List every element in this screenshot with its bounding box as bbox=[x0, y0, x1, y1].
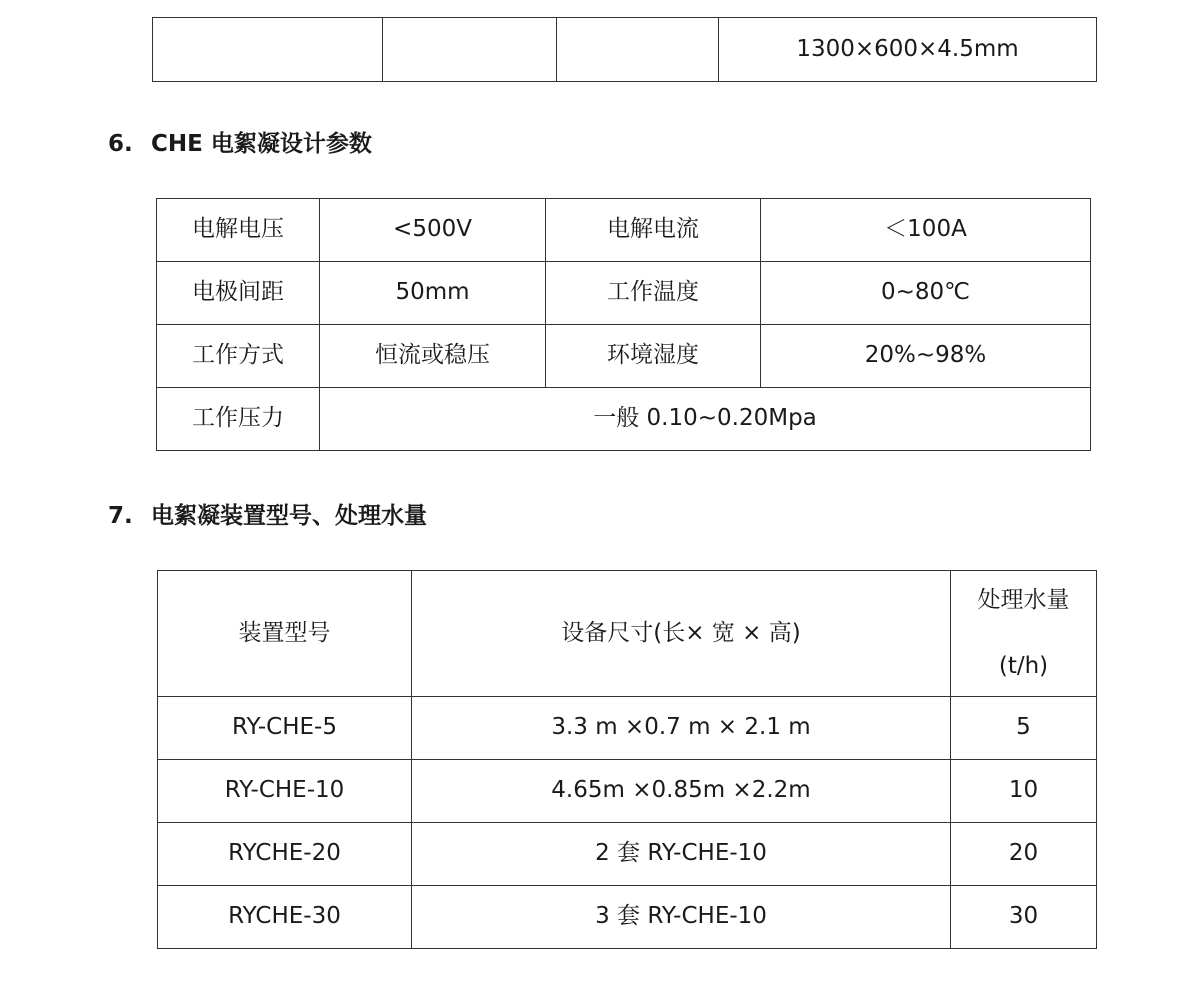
capacity-unit: (t/h) bbox=[998, 652, 1049, 679]
section-title: CHE 电絮凝设计参数 bbox=[151, 131, 372, 157]
param-label: 工作温度 bbox=[546, 262, 761, 325]
size-cell: 2 套 RY-CHE-10 bbox=[412, 823, 951, 886]
table-row bbox=[157, 199, 1091, 262]
model-cell: RYCHE-20 bbox=[158, 823, 412, 886]
column-header-capacity bbox=[951, 571, 1097, 697]
size-cell: 3 套 RY-CHE-10 bbox=[412, 886, 951, 949]
param-value: <500V bbox=[320, 199, 546, 262]
table-header-row bbox=[158, 571, 1097, 697]
section-title: 电絮凝装置型号、处理水量 bbox=[151, 503, 427, 529]
capacity-cell: 30 bbox=[951, 886, 1097, 949]
section-number: 7. bbox=[108, 503, 133, 529]
param-label: 工作压力 bbox=[157, 388, 320, 451]
capacity-cell: 10 bbox=[951, 760, 1097, 823]
capacity-cell: 20 bbox=[951, 823, 1097, 886]
param-value: 一般 0.10~0.20Mpa bbox=[320, 388, 1091, 451]
table-row bbox=[153, 18, 1097, 82]
size-cell: 3.3 m ×0.7 m × 2.1 m bbox=[412, 697, 951, 760]
model-cell: RYCHE-30 bbox=[158, 886, 412, 949]
table-row bbox=[158, 823, 1097, 886]
model-cell: RY-CHE-10 bbox=[158, 760, 412, 823]
table-cell bbox=[557, 18, 719, 82]
section-number: 6. bbox=[108, 131, 133, 157]
param-value: 恒流或稳压 bbox=[320, 325, 546, 388]
size-cell: 4.65m ×0.85m ×2.2m bbox=[412, 760, 951, 823]
table-cell bbox=[153, 18, 383, 82]
section-7-heading bbox=[108, 497, 427, 530]
param-label: 环境湿度 bbox=[546, 325, 761, 388]
table-row bbox=[157, 262, 1091, 325]
table-row bbox=[157, 325, 1091, 388]
table-row bbox=[158, 886, 1097, 949]
param-value: 20%~98% bbox=[761, 325, 1091, 388]
param-label: 电解电流 bbox=[546, 199, 761, 262]
column-header-size: 设备尺寸(长× 宽 × 高) bbox=[412, 571, 951, 697]
top-table bbox=[152, 17, 1097, 82]
models-table bbox=[157, 570, 1097, 949]
table-cell: 1300×600×4.5mm bbox=[719, 18, 1097, 82]
params-table bbox=[156, 198, 1091, 451]
param-value: 50mm bbox=[320, 262, 546, 325]
table-row bbox=[157, 388, 1091, 451]
param-label: 工作方式 bbox=[157, 325, 320, 388]
param-value: ＜100A bbox=[761, 199, 1091, 262]
model-cell: RY-CHE-5 bbox=[158, 697, 412, 760]
capacity-label: 处理水量 bbox=[977, 586, 1070, 613]
param-label: 电极间距 bbox=[157, 262, 320, 325]
table-row bbox=[158, 760, 1097, 823]
column-header-model: 装置型号 bbox=[158, 571, 412, 697]
capacity-cell: 5 bbox=[951, 697, 1097, 760]
section-6-heading bbox=[108, 125, 372, 158]
table-cell bbox=[383, 18, 557, 82]
param-label: 电解电压 bbox=[157, 199, 320, 262]
param-value: 0~80℃ bbox=[761, 262, 1091, 325]
table-row bbox=[158, 697, 1097, 760]
